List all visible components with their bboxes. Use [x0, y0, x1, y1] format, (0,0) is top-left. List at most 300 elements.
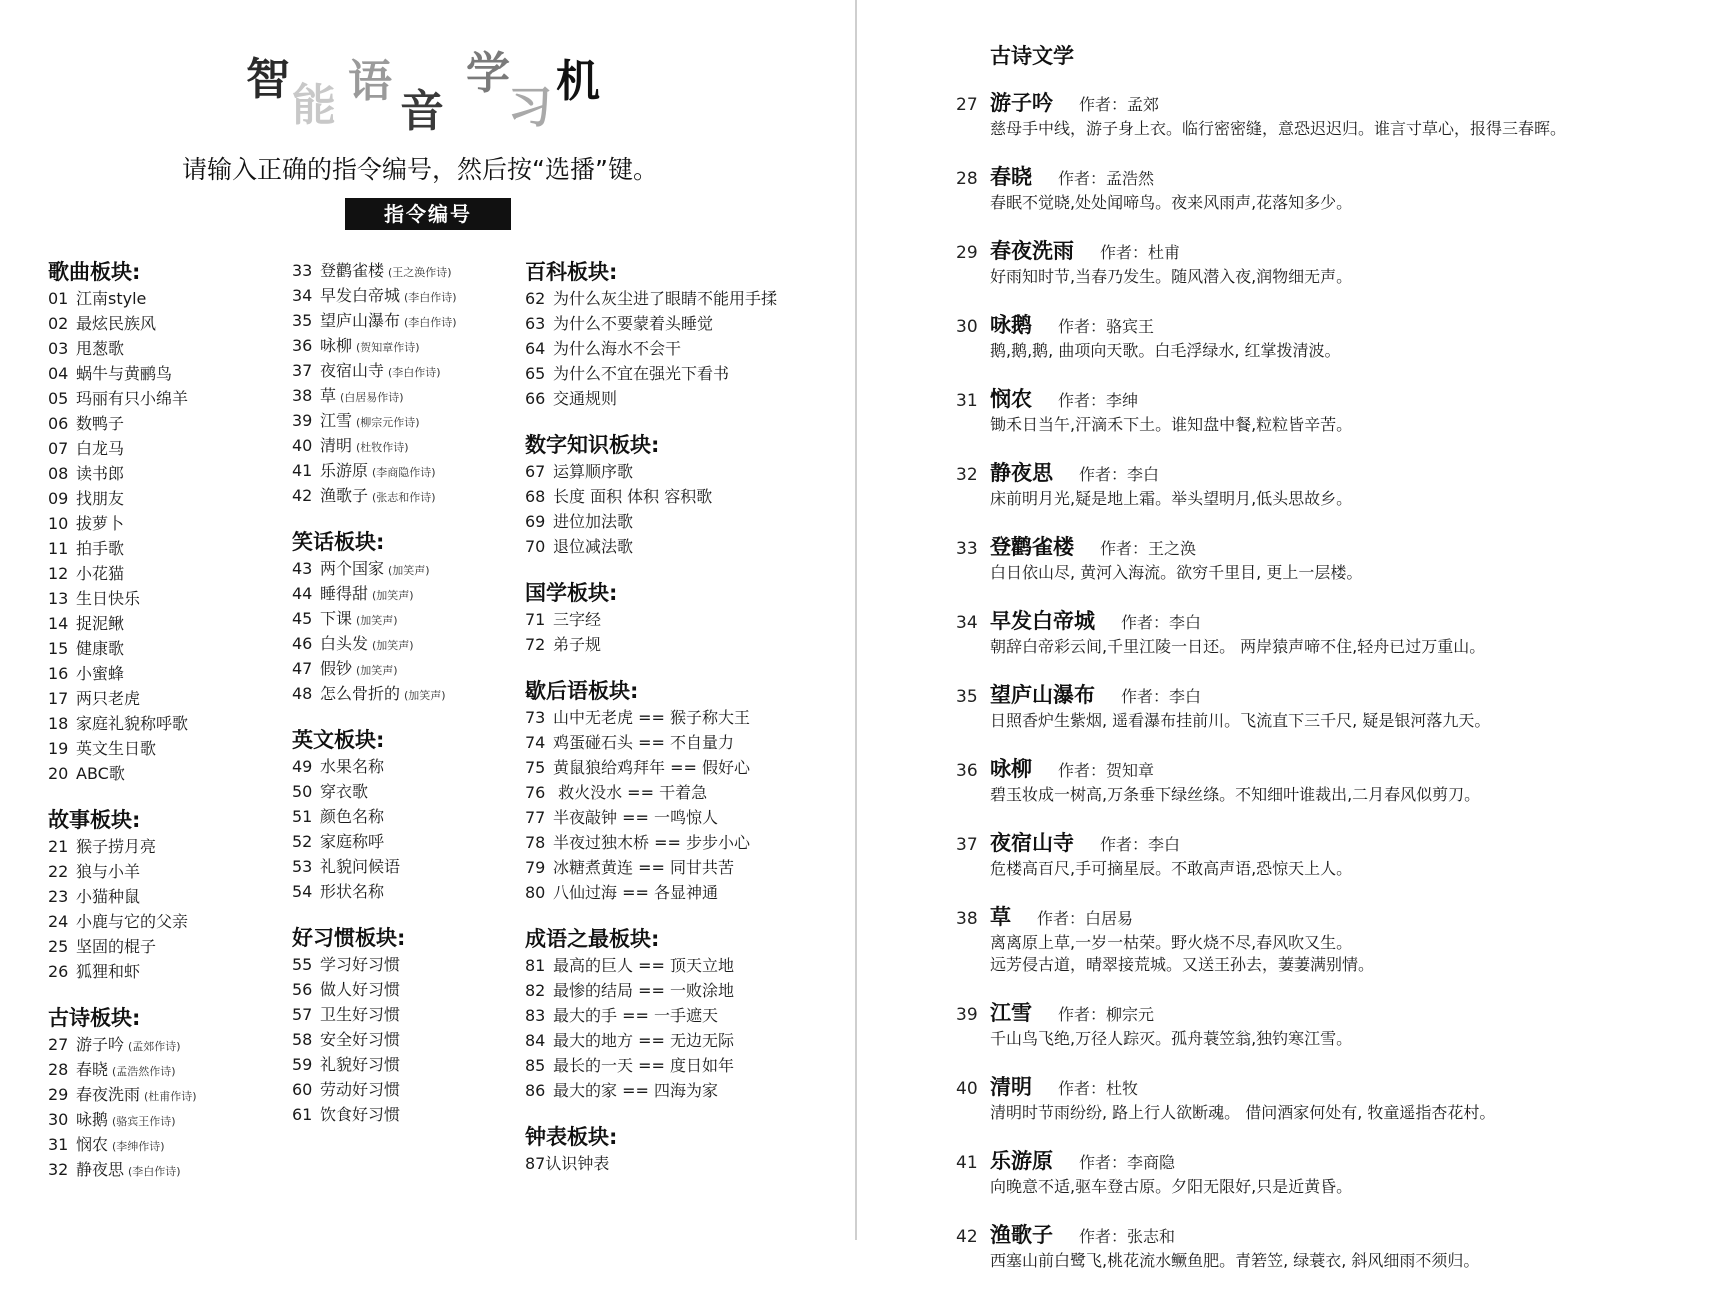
command-label: 家庭礼貌称呼歌	[76, 714, 189, 733]
command-number: 46	[292, 634, 313, 653]
command-item	[525, 1151, 855, 1176]
command-label: 为什么灰尘进了眼睛不能用手揉	[553, 289, 778, 308]
command-label: 假钞	[320, 659, 353, 678]
command-item	[292, 433, 522, 458]
command-number: 16	[48, 664, 69, 683]
poem-title: 咏鹅	[990, 313, 1032, 337]
poem-text: 鹅,鹅,鹅, 曲项向天歌。白毛浮绿水, 红掌拨清波。	[990, 341, 1341, 360]
section-gap	[292, 904, 522, 924]
command-label: 悯农	[76, 1135, 109, 1154]
section-gap	[525, 905, 855, 925]
poem-title: 乐游原	[990, 1149, 1053, 1173]
command-number: 13	[48, 589, 69, 608]
command-item	[292, 1002, 522, 1027]
command-label: 静夜思	[76, 1160, 125, 1179]
section-gap	[525, 1103, 855, 1123]
command-label: 生日快乐	[76, 589, 141, 608]
poem-title: 悯农	[990, 387, 1032, 411]
command-number: 79	[525, 858, 546, 877]
section-gap	[525, 657, 855, 677]
command-note: (李白作诗)	[128, 1165, 181, 1178]
command-item	[525, 855, 855, 880]
poem-heading	[956, 1220, 1696, 1250]
poem-entry	[956, 384, 1696, 436]
poem-title: 早发白帝城	[990, 609, 1095, 633]
poem-title: 草	[990, 905, 1011, 929]
section-gap	[525, 411, 855, 431]
section-title: 钟表板块:	[525, 1125, 618, 1149]
command-note: (李白作诗)	[388, 366, 441, 379]
poem-heading	[956, 998, 1696, 1028]
poem-text: 慈母手中线，游子身上衣。临行密密缝，意恐迟迟归。谁言寸草心，报得三春晖。	[990, 119, 1567, 138]
command-number: 37	[292, 361, 313, 380]
title-char: 机	[556, 56, 600, 107]
command-item	[292, 754, 522, 779]
section-gap	[292, 706, 522, 726]
command-label: 最长的一天 == 度日如年	[553, 1056, 734, 1075]
title-char: 能	[292, 80, 336, 131]
command-number: 78	[525, 833, 546, 852]
poem-entry	[956, 902, 1696, 976]
command-note: (加笑声)	[388, 564, 430, 577]
command-item	[48, 934, 283, 959]
command-label: 最惨的结局 == 一败涂地	[553, 981, 734, 1000]
command-label: 八仙过海 == 各显神通	[553, 883, 718, 902]
command-label: 水果名称	[320, 757, 385, 776]
command-item	[48, 286, 283, 311]
command-item	[292, 681, 522, 706]
command-label: 猴子捞月亮	[76, 837, 157, 856]
command-label: 数鸭子	[76, 414, 125, 433]
command-item	[48, 1082, 283, 1107]
poem-title: 清明	[990, 1075, 1032, 1099]
command-label: 形状名称	[320, 882, 385, 901]
poem-text: 日照香炉生紫烟, 遥看瀑布挂前川。飞流直下三千尺, 疑是银河落九天。	[990, 711, 1491, 730]
command-label: 游子吟	[76, 1035, 125, 1054]
poem-text: 远芳侵古道，晴翠接荒城。又送王孙去，萋萋满别情。	[990, 955, 1375, 974]
command-note: (贺知章作诗)	[356, 341, 420, 354]
poem-number: 28	[956, 169, 978, 189]
command-number: 02	[48, 314, 69, 333]
poem-author: 作者：张志和	[1079, 1227, 1176, 1246]
right-page	[858, 0, 1713, 1270]
command-label: 87认识钟表	[525, 1154, 610, 1173]
command-number: 35	[292, 311, 313, 330]
command-label: 颜色名称	[320, 807, 385, 826]
command-number: 31	[48, 1135, 69, 1154]
poem-text: 春眠不觉晓,处处闻啼鸟。夜来风雨声,花落知多少。	[990, 193, 1353, 212]
command-item	[292, 1077, 522, 1102]
title-char: 音	[400, 86, 444, 137]
command-label: 饮食好习惯	[320, 1105, 401, 1124]
poem-heading	[956, 754, 1696, 784]
command-label: 拔萝卜	[76, 514, 125, 533]
command-label: 黄鼠狼给鸡拜年 == 假好心	[553, 758, 750, 777]
poem-text: 碧玉妆成一树高,万条垂下绿丝绦。不知细叶谁裁出,二月春风似剪刀。	[990, 785, 1481, 804]
command-label: 江南style	[76, 289, 147, 308]
command-item	[292, 556, 522, 581]
command-note: (加笑声)	[372, 639, 414, 652]
command-number: 54	[292, 882, 313, 901]
command-item	[525, 607, 855, 632]
command-number: 60	[292, 1080, 313, 1099]
command-label: 山中无老虎 == 猴子称大王	[553, 708, 750, 727]
command-label: 进位加法歌	[553, 512, 634, 531]
command-label: 最炫民族风	[76, 314, 157, 333]
command-number: 61	[292, 1105, 313, 1124]
poem-heading	[956, 606, 1696, 636]
command-code-banner: 指令编号	[345, 198, 511, 230]
command-label: 为什么不宜在强光下看书	[553, 364, 730, 383]
command-number: 40	[292, 436, 313, 455]
command-item	[48, 1107, 283, 1132]
command-item	[292, 1102, 522, 1127]
command-label: 运算顺序歌	[553, 462, 634, 481]
poem-entry	[956, 532, 1696, 584]
command-number: 03	[48, 339, 69, 358]
command-item	[525, 705, 855, 730]
poem-heading	[956, 162, 1696, 192]
command-item	[525, 730, 855, 755]
command-number: 19	[48, 739, 69, 758]
command-item	[525, 805, 855, 830]
command-item	[292, 779, 522, 804]
command-number: 06	[48, 414, 69, 433]
command-number: 09	[48, 489, 69, 508]
command-item	[48, 336, 283, 361]
poem-text: 西塞山前白鹭飞,桃花流水鳜鱼肥。青箬笠, 绿蓑衣, 斜风细雨不须归。	[990, 1251, 1480, 1270]
command-label: 坚固的棍子	[76, 937, 157, 956]
command-note: (李白作诗)	[404, 316, 457, 329]
command-label: 退位减法歌	[553, 537, 634, 556]
command-label: 最大的地方 == 无边无际	[553, 1031, 734, 1050]
command-number: 05	[48, 389, 69, 408]
command-label: 健康歌	[76, 639, 125, 658]
command-number: 75	[525, 758, 546, 777]
poem-number: 39	[956, 1005, 978, 1025]
command-item	[48, 586, 283, 611]
command-number: 25	[48, 937, 69, 956]
poem-author: 作者：李白	[1121, 613, 1202, 632]
command-item	[525, 286, 855, 311]
command-number: 28	[48, 1060, 69, 1079]
poem-entry	[956, 998, 1696, 1050]
command-label: 甩葱歌	[76, 339, 125, 358]
command-label: 春夜洗雨	[76, 1085, 141, 1104]
poem-number: 34	[956, 613, 978, 633]
poem-text: 锄禾日当午,汗滴禾下土。谁知盘中餐,粒粒皆辛苦。	[990, 415, 1353, 434]
command-item	[525, 459, 855, 484]
command-number: 44	[292, 584, 313, 603]
section-title: 古诗板块:	[48, 1006, 141, 1030]
command-note: (张志和作诗)	[372, 491, 436, 504]
poem-author: 作者：王之涣	[1100, 539, 1197, 558]
command-number: 74	[525, 733, 546, 752]
command-label: 鸡蛋碰石头 == 不自量力	[553, 733, 734, 752]
command-item	[48, 736, 283, 761]
poem-number: 33	[956, 539, 978, 559]
command-label: 小猫种鼠	[76, 887, 141, 906]
command-number: 67	[525, 462, 546, 481]
command-label: 读书郎	[76, 464, 125, 483]
command-number: 85	[525, 1056, 546, 1075]
command-label: 小花猫	[76, 564, 125, 583]
poem-entry	[956, 754, 1696, 806]
command-number: 59	[292, 1055, 313, 1074]
command-item	[292, 408, 522, 433]
section-title: 歇后语板块:	[525, 679, 639, 703]
poem-entry	[956, 1146, 1696, 1198]
command-number: 55	[292, 955, 313, 974]
poem-entry	[956, 310, 1696, 362]
command-item	[48, 711, 283, 736]
command-item	[48, 1057, 283, 1082]
command-number: 63	[525, 314, 546, 333]
command-item	[292, 656, 522, 681]
command-note: (李商隐作诗)	[372, 466, 436, 479]
command-number: 47	[292, 659, 313, 678]
command-label: 小蜜蜂	[76, 664, 125, 683]
command-item	[525, 632, 855, 657]
poem-author: 作者：李绅	[1058, 391, 1139, 410]
command-item	[292, 283, 522, 308]
poem-entry	[956, 606, 1696, 658]
command-number: 72	[525, 635, 546, 654]
command-label: 怎么骨折的	[320, 684, 401, 703]
command-item	[525, 1028, 855, 1053]
command-label: 白头发	[320, 634, 369, 653]
section-gap	[292, 508, 522, 528]
command-label: 英文生日歌	[76, 739, 157, 758]
command-item	[525, 361, 855, 386]
poem-entry	[956, 1220, 1696, 1272]
command-number: 14	[48, 614, 69, 633]
poem-text: 白日依山尽, 黄河入海流。欲穷千里目, 更上一层楼。	[990, 563, 1363, 582]
poem-text: 朝辞白帝彩云间,千里江陵一日还。 两岸猿声啼不住,轻舟已过万重山。	[990, 637, 1486, 656]
command-item	[292, 581, 522, 606]
poem-author: 作者：骆宾王	[1058, 317, 1155, 336]
poem-entry	[956, 88, 1696, 140]
command-number: 24	[48, 912, 69, 931]
command-number: 73	[525, 708, 546, 727]
poem-title: 渔歌子	[990, 1223, 1053, 1247]
command-label: 救火没水 == 干着急	[553, 783, 708, 802]
command-number: 83	[525, 1006, 546, 1025]
command-item	[48, 1132, 283, 1157]
command-number: 82	[525, 981, 546, 1000]
command-note: (杜牧作诗)	[356, 441, 409, 454]
command-note: (孟浩然作诗)	[112, 1065, 176, 1078]
command-item	[525, 1053, 855, 1078]
command-number: 68	[525, 487, 546, 506]
poem-title: 夜宿山寺	[990, 831, 1074, 855]
command-item	[525, 534, 855, 559]
poem-number: 32	[956, 465, 978, 485]
command-label: 学习好习惯	[320, 955, 401, 974]
command-item	[48, 884, 283, 909]
command-number: 04	[48, 364, 69, 383]
command-label: 为什么不要蒙着头睡觉	[553, 314, 714, 333]
section-title: 数字知识板块:	[525, 433, 660, 457]
command-item	[48, 661, 283, 686]
command-number: 64	[525, 339, 546, 358]
title-char: 学	[466, 48, 510, 99]
command-item	[292, 829, 522, 854]
command-number: 84	[525, 1031, 546, 1050]
poem-author: 作者：白居易	[1037, 909, 1134, 928]
command-item	[48, 959, 283, 984]
poem-number: 37	[956, 835, 978, 855]
command-number: 48	[292, 684, 313, 703]
command-column-3	[525, 258, 855, 1176]
command-item	[292, 606, 522, 631]
command-number: 33	[292, 261, 313, 280]
command-item	[525, 953, 855, 978]
command-item	[48, 486, 283, 511]
section-title: 故事板块:	[48, 808, 141, 832]
command-number: 26	[48, 962, 69, 981]
command-number: 36	[292, 336, 313, 355]
command-number: 17	[48, 689, 69, 708]
command-label: 礼貌问候语	[320, 857, 401, 876]
poem-heading	[956, 384, 1696, 414]
command-item	[525, 311, 855, 336]
command-number: 69	[525, 512, 546, 531]
command-item	[48, 361, 283, 386]
command-label: 最大的家 == 四海为家	[553, 1081, 718, 1100]
command-item	[48, 511, 283, 536]
command-label: 三字经	[553, 610, 602, 629]
command-label: 捉泥鳅	[76, 614, 125, 633]
poem-heading	[956, 1072, 1696, 1102]
command-number: 12	[48, 564, 69, 583]
command-note: (加笑声)	[356, 664, 398, 677]
command-number: 38	[292, 386, 313, 405]
command-item	[525, 978, 855, 1003]
poem-author: 作者：贺知章	[1058, 761, 1155, 780]
command-item	[292, 333, 522, 358]
command-label: 弟子规	[553, 635, 602, 654]
command-item	[525, 1003, 855, 1028]
command-label: 草	[320, 386, 337, 405]
command-number: 18	[48, 714, 69, 733]
command-item	[48, 686, 283, 711]
command-number: 39	[292, 411, 313, 430]
poem-title: 春晓	[990, 165, 1032, 189]
command-number: 22	[48, 862, 69, 881]
command-label: 夜宿山寺	[320, 361, 385, 380]
command-number: 65	[525, 364, 546, 383]
command-item	[48, 561, 283, 586]
command-number: 34	[292, 286, 313, 305]
command-item	[48, 461, 283, 486]
poem-number: 42	[956, 1227, 978, 1247]
poem-heading	[956, 458, 1696, 488]
command-label: 长度 面积 体积 容积歌	[553, 487, 713, 506]
command-label: 两个国家	[320, 559, 385, 578]
command-number: 58	[292, 1030, 313, 1049]
command-label: 蜗牛与黄鹂鸟	[76, 364, 173, 383]
command-label: 半夜过独木桥 == 步步小心	[553, 833, 750, 852]
command-number: 20	[48, 764, 69, 783]
command-item	[292, 879, 522, 904]
command-number: 53	[292, 857, 313, 876]
poem-entry	[956, 1072, 1696, 1124]
command-number: 76	[525, 783, 546, 802]
poem-title: 江雪	[990, 1001, 1032, 1025]
command-item	[525, 780, 855, 805]
command-number: 15	[48, 639, 69, 658]
command-label: 下课	[320, 609, 353, 628]
command-number: 77	[525, 808, 546, 827]
command-item	[525, 509, 855, 534]
poem-heading	[956, 310, 1696, 340]
command-number: 23	[48, 887, 69, 906]
poem-number: 29	[956, 243, 978, 263]
command-number: 71	[525, 610, 546, 629]
command-note: (李绅作诗)	[112, 1140, 165, 1153]
poem-title: 咏柳	[990, 757, 1032, 781]
command-item	[48, 311, 283, 336]
page-divider	[855, 0, 857, 1240]
command-label: 找朋友	[76, 489, 125, 508]
section-title: 国学板块:	[525, 581, 618, 605]
command-label: 家庭称呼	[320, 832, 385, 851]
command-label: 做人好习惯	[320, 980, 401, 999]
poem-number: 41	[956, 1153, 978, 1173]
command-item	[48, 834, 283, 859]
command-label: 咏柳	[320, 336, 353, 355]
command-number: 62	[525, 289, 546, 308]
section-gap	[48, 984, 283, 1004]
poem-entry	[956, 828, 1696, 880]
command-label: 冰糖煮黄连 == 同甘共苦	[553, 858, 734, 877]
command-number: 32	[48, 1160, 69, 1179]
section-title: 笑话板块:	[292, 530, 385, 554]
section-title: 好习惯板块:	[292, 926, 406, 950]
command-column-1	[48, 258, 283, 1182]
command-item	[525, 336, 855, 361]
command-item	[48, 761, 283, 786]
command-item	[292, 977, 522, 1002]
poem-text: 危楼高百尺,手可摘星辰。不敢高声语,恐惊天上人。	[990, 859, 1353, 878]
command-number: 41	[292, 461, 313, 480]
poem-title: 望庐山瀑布	[990, 683, 1095, 707]
left-page	[0, 0, 855, 1240]
poem-number: 27	[956, 95, 978, 115]
instruction-text: 请输入正确的指令编号，然后按“选播”键。	[182, 155, 658, 184]
command-number: 43	[292, 559, 313, 578]
command-label: 礼貌好习惯	[320, 1055, 401, 1074]
command-item	[292, 258, 522, 283]
command-number: 10	[48, 514, 69, 533]
command-label: 狼与小羊	[76, 862, 141, 881]
poem-text: 床前明月光,疑是地上霜。举头望明月,低头思故乡。	[990, 489, 1353, 508]
command-item	[292, 308, 522, 333]
command-item	[48, 611, 283, 636]
poem-entry	[956, 680, 1696, 732]
poem-author: 作者：孟郊	[1079, 95, 1160, 114]
command-number: 56	[292, 980, 313, 999]
command-number: 50	[292, 782, 313, 801]
command-label: 穿衣歌	[320, 782, 369, 801]
title-char: 语	[348, 56, 392, 107]
poem-heading	[956, 902, 1696, 932]
command-item	[292, 383, 522, 408]
poem-author: 作者：李商隐	[1079, 1153, 1176, 1172]
command-item	[525, 1078, 855, 1103]
command-label: 拍手歌	[76, 539, 125, 558]
